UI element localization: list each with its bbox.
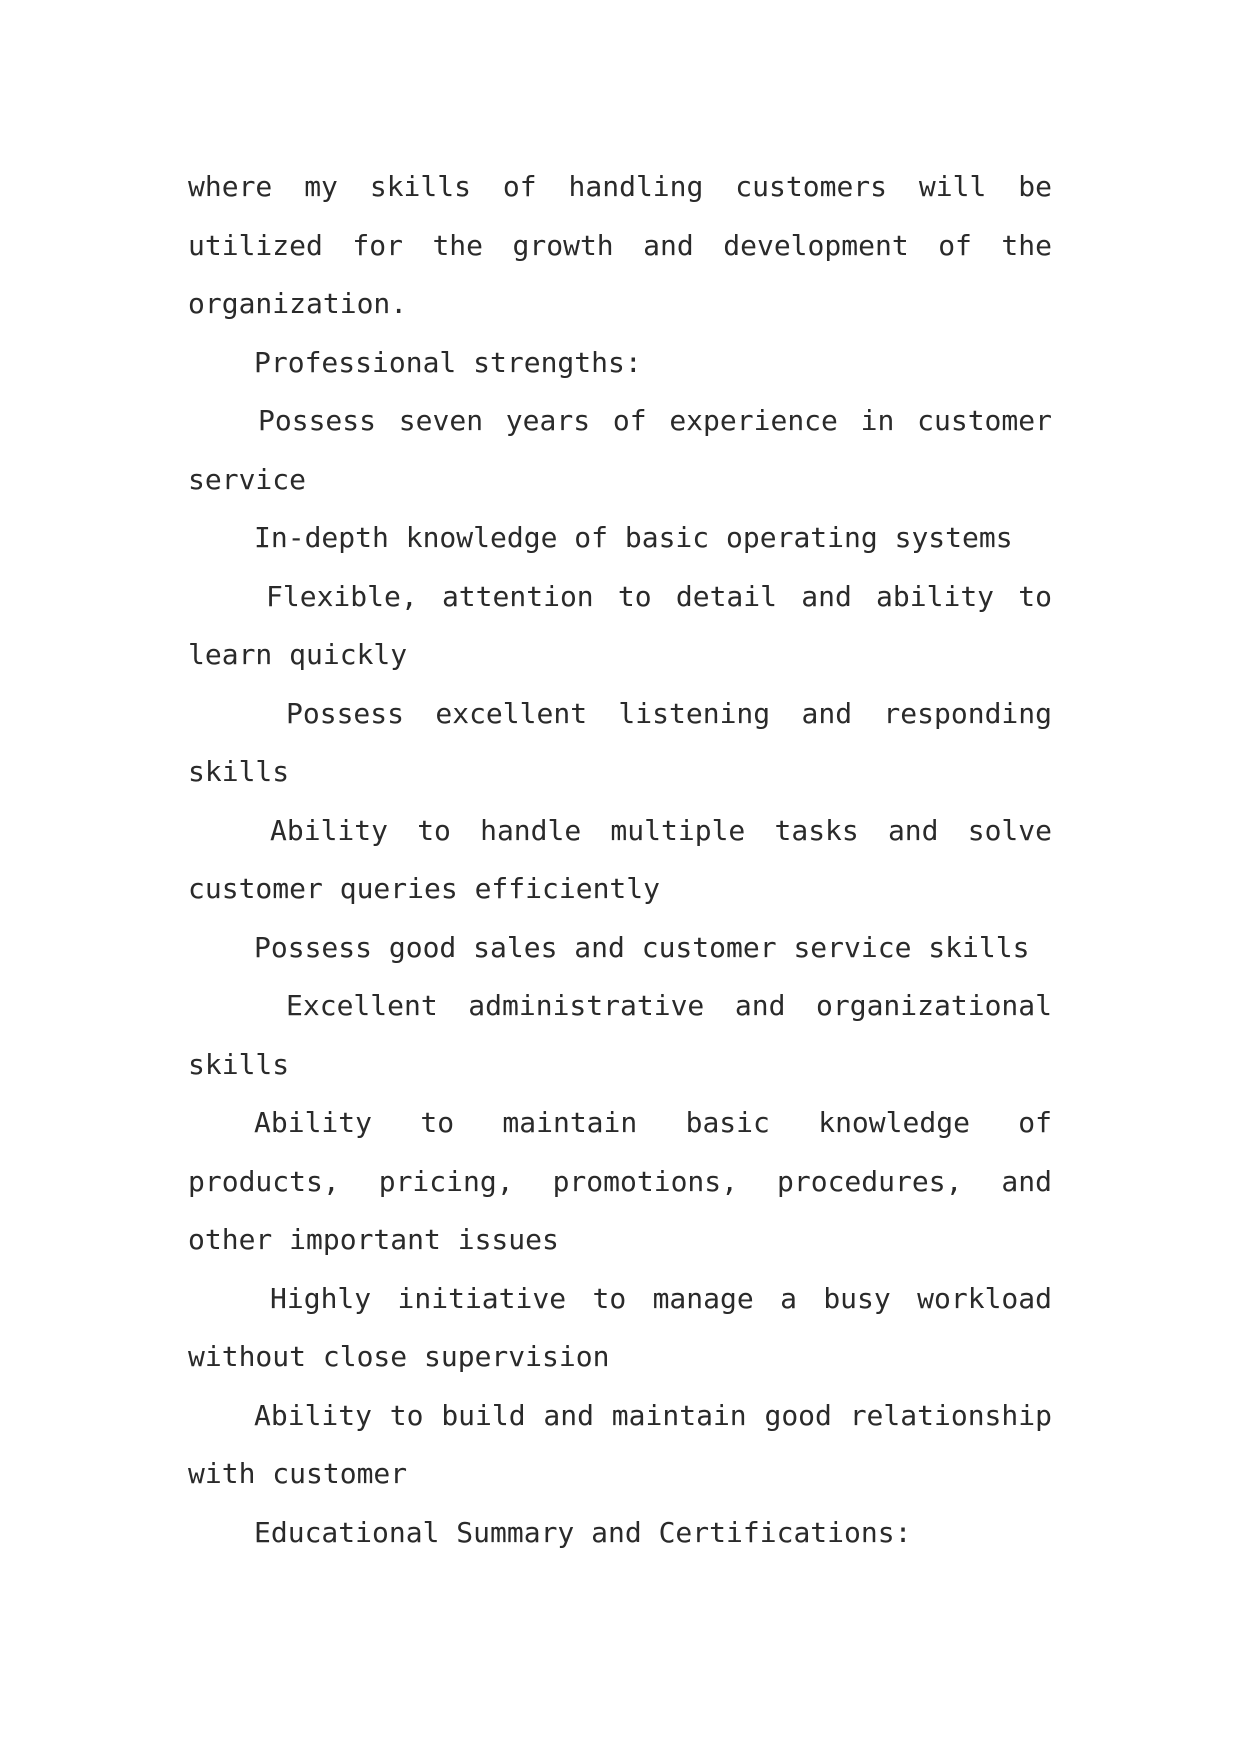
strength-item: Ability to handle multiple tasks and solve customer queries efficiently	[188, 813, 1052, 905]
strength-item: Possess good sales and customer service skills	[254, 930, 1030, 964]
strength-item: Ability to maintain basic knowledge of products, pricing, promotions, procedures, and other important issues	[188, 1106, 1052, 1256]
strength-item: Ability to build and maintain good relationship with customer	[188, 1398, 1052, 1490]
strength-item: Excellent administrative and organizational skills	[188, 989, 1052, 1081]
strength-item: Flexible, attention to detail and ability to learn quickly	[188, 579, 1052, 671]
objective-paragraph: where my skills of handling customers will be utilized for the growth and development of the organization.	[188, 170, 1052, 320]
strength-item: Highly initiative to manage a busy workload without close supervision	[188, 1281, 1052, 1373]
strength-item: Possess seven years of experience in customer service	[188, 404, 1052, 496]
strength-item: Possess excellent listening and responding skills	[188, 696, 1052, 788]
strength-item: In-depth knowledge of basic operating systems	[254, 521, 1013, 554]
document-body	[188, 158, 1052, 1562]
section-heading-professional-strengths: Professional strengths:	[254, 345, 642, 379]
section-heading-education: Educational Summary and Certifications:	[254, 1515, 912, 1549]
